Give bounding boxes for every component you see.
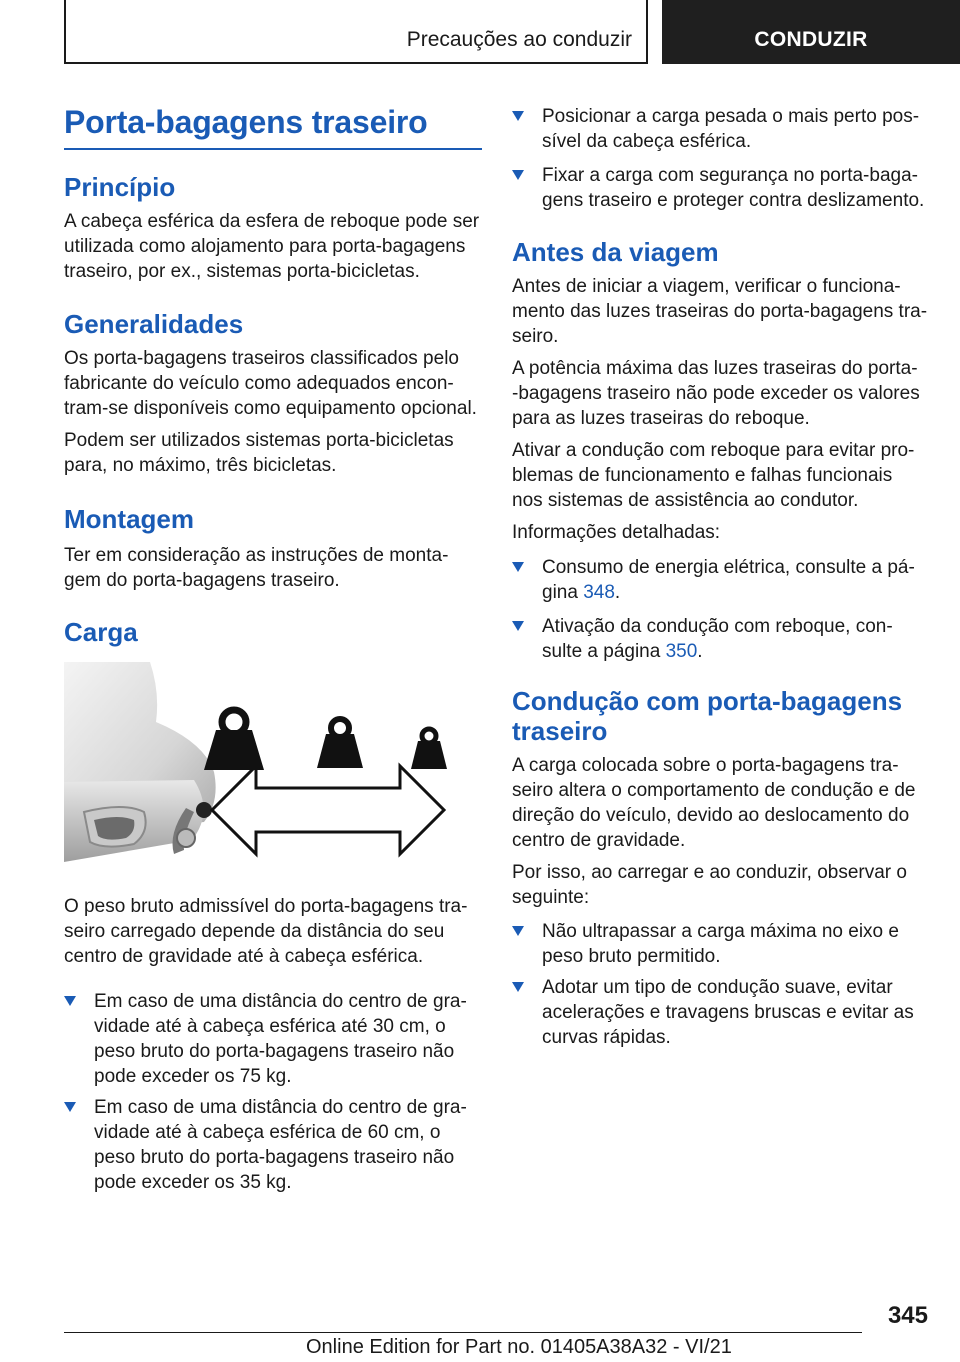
carga-line: O peso bruto admissível do porta-bagagens tra‐ (64, 896, 468, 917)
antes-text-2 (512, 356, 920, 431)
bullet-line: Em caso de uma distância do centro de gra‐ (94, 991, 467, 1012)
tow-hook-socket (177, 829, 195, 847)
bullet-line: Ativação da condução com reboque, con‐ (542, 616, 893, 637)
conducao-line: centro de gravidade. (512, 830, 686, 851)
bullet-triangle-icon (64, 996, 76, 1006)
bullet-triangle-icon (512, 926, 524, 936)
heading-antes-da-viagem: Antes da viagem (512, 237, 719, 267)
generalidades-line: fabricante do veículo como adequados encon‐ (64, 373, 454, 394)
antes-line: Ativar a condução com reboque para evitar pro‐ (512, 440, 915, 461)
conducao-text-2 (512, 860, 907, 910)
bullet-triangle-icon (512, 621, 524, 631)
generalidades-text-2 (64, 428, 454, 478)
heading-conducao (512, 686, 902, 746)
heading-line: Condução com porta-bagagens (512, 686, 903, 716)
header-section-box (64, 0, 648, 64)
heading-principio: Princípio (64, 172, 176, 202)
antes-text-1 (512, 274, 927, 349)
page-link-350[interactable]: 350 (665, 641, 698, 662)
header-chapter-label: CONDUZIR (754, 28, 868, 51)
bullet-line (542, 639, 893, 664)
list-item (64, 989, 482, 1089)
header-chapter-tab[interactable] (662, 0, 960, 64)
exhaust-outlet (94, 817, 134, 840)
heading-line: traseiro (512, 716, 608, 746)
generalidades-line: para, no máximo, três bicicletas. (64, 455, 337, 476)
list-item (64, 1095, 482, 1195)
antes-line: seiro. (512, 326, 559, 347)
bullet-line: Não ultrapassar a carga máxima no eixo e (542, 921, 899, 942)
tow-ball-load-illustration (64, 662, 482, 874)
generalidades-line: Podem ser utilizados sistemas porta-bicicletas (64, 430, 454, 451)
bullet-triangle-icon (64, 1102, 76, 1112)
conducao-text-1 (512, 753, 915, 853)
list-item (512, 163, 930, 213)
montagem-line: gem do porta-bagagens traseiro. (64, 570, 340, 591)
antes-line: A potência máxima das luzes traseiras do porta- (512, 358, 918, 379)
conducao-line: Por isso, ao carregar e ao conduzir, observar o (512, 862, 907, 883)
list-item (512, 975, 930, 1050)
bullet-line: peso bruto do porta-bagagens traseiro não (94, 1041, 455, 1062)
heading-carga: Carga (64, 617, 138, 647)
bullet-line: pode exceder os 35 kg. (94, 1172, 292, 1193)
montagem-line: Ter em consideração as instruções de monta‐ (64, 545, 449, 566)
heading-generalidades: Generalidades (64, 309, 244, 339)
bullet-line: Adotar um tipo de condução suave, evitar (542, 977, 893, 998)
distance-double-arrow (212, 766, 444, 854)
bullet-line: pode exceder os 75 kg. (94, 1066, 292, 1087)
list-item (512, 555, 930, 605)
carga-line: seiro carregado depende da distância do seu (64, 921, 445, 942)
bullet-line: vidade até à cabeça esférica até 30 cm, o (94, 1016, 446, 1037)
bullet-triangle-icon (512, 982, 524, 992)
antes-line: nos sistemas de assistência ao condutor. (512, 490, 859, 511)
principio-line: traseiro, por ex., sistemas porta-bicicletas. (64, 261, 420, 282)
weight-large-icon (204, 710, 264, 770)
title-divider (64, 148, 482, 150)
bullet-text: gina (542, 582, 584, 603)
list-item (512, 104, 930, 154)
weight-small-icon (411, 729, 447, 769)
bullet-triangle-icon (512, 111, 524, 121)
bullet-text: . (697, 641, 703, 662)
footer-edition: Online Edition for Part no. 01405A38A32 - VI/21 (306, 1336, 732, 1358)
carga-line: centro de gravidade até à cabeça esférica. (64, 946, 424, 967)
list-item (512, 614, 930, 664)
principio-text (64, 209, 479, 284)
bullet-text: sulte a página (542, 641, 666, 662)
antes-text-3 (512, 438, 914, 513)
antes-line: Antes de iniciar a viagem, verificar o funciona‐ (512, 276, 901, 297)
montagem-text (64, 543, 448, 593)
footer-divider (64, 1332, 862, 1333)
page-link-348[interactable]: 348 (583, 582, 615, 603)
bullet-line: Em caso de uma distância do centro de gra‐ (94, 1097, 467, 1118)
antes-line: blemas de funcionamento e falhas funcionais (512, 465, 893, 486)
conducao-line: seguinte: (512, 887, 590, 908)
generalidades-text-1 (64, 346, 477, 421)
antes-line: mento das luzes traseiras do porta-bagagens tra‐ (512, 301, 928, 322)
bullet-triangle-icon (512, 562, 524, 572)
header-section-title: Precauções ao conduzir (406, 28, 632, 51)
conducao-line: direção do veículo, devido ao deslocamento do (512, 805, 910, 826)
bullet-line: peso bruto do porta-bagagens traseiro não (94, 1147, 455, 1168)
antes-line: para as luzes traseiras do reboque. (512, 408, 810, 429)
bullet-line: vidade até à cabeça esférica de 60 cm, o (94, 1122, 441, 1143)
bullet-triangle-icon (512, 170, 524, 180)
generalidades-line: Os porta-bagagens traseiros classificados pelo (64, 348, 459, 369)
load-distance-diagram (64, 662, 482, 874)
conducao-line: A carga colocada sobre o porta-bagagens tra‐ (512, 755, 899, 776)
conducao-line: seiro altera o comportamento de condução e de (512, 780, 916, 801)
bullet-line: peso bruto permitido. (542, 946, 721, 967)
bullet-line: Posicionar a carga pesada o mais perto pos‐ (542, 106, 920, 127)
carga-text (64, 894, 467, 969)
principio-line: A cabeça esférica da esfera de reboque pode ser (64, 211, 480, 232)
antes-text-4: Informações detalhadas: (512, 522, 721, 543)
antes-line: -bagagens traseiro não pode exceder os valores (512, 383, 920, 404)
bullet-line: acelerações e travagens bruscas e evitar as (542, 1002, 914, 1023)
bullet-line: Fixar a carga com segurança no porta-baga‐ (542, 165, 918, 186)
bullet-line: curvas rápidas. (542, 1027, 671, 1048)
bullet-line: gens traseiro e proteger contra deslizamento. (542, 190, 925, 211)
bullet-line (542, 580, 915, 605)
principio-line: utilizada como alojamento para porta-bagagens (64, 236, 466, 257)
weight-medium-icon (317, 719, 363, 768)
generalidades-line: tram-se disponíveis como equipamento opcional. (64, 398, 477, 419)
list-item (512, 919, 930, 969)
bullet-text: . (614, 582, 621, 603)
tow-ball (196, 802, 212, 818)
page-number: 345 (887, 1302, 928, 1329)
page-title: Porta-bagagens traseiro (64, 104, 428, 140)
bullet-line: sível da cabeça esférica. (542, 131, 752, 152)
heading-montagem: Montagem (64, 504, 194, 534)
bullet-line: Consumo de energia elétrica, consulte a pá‐ (542, 557, 915, 578)
